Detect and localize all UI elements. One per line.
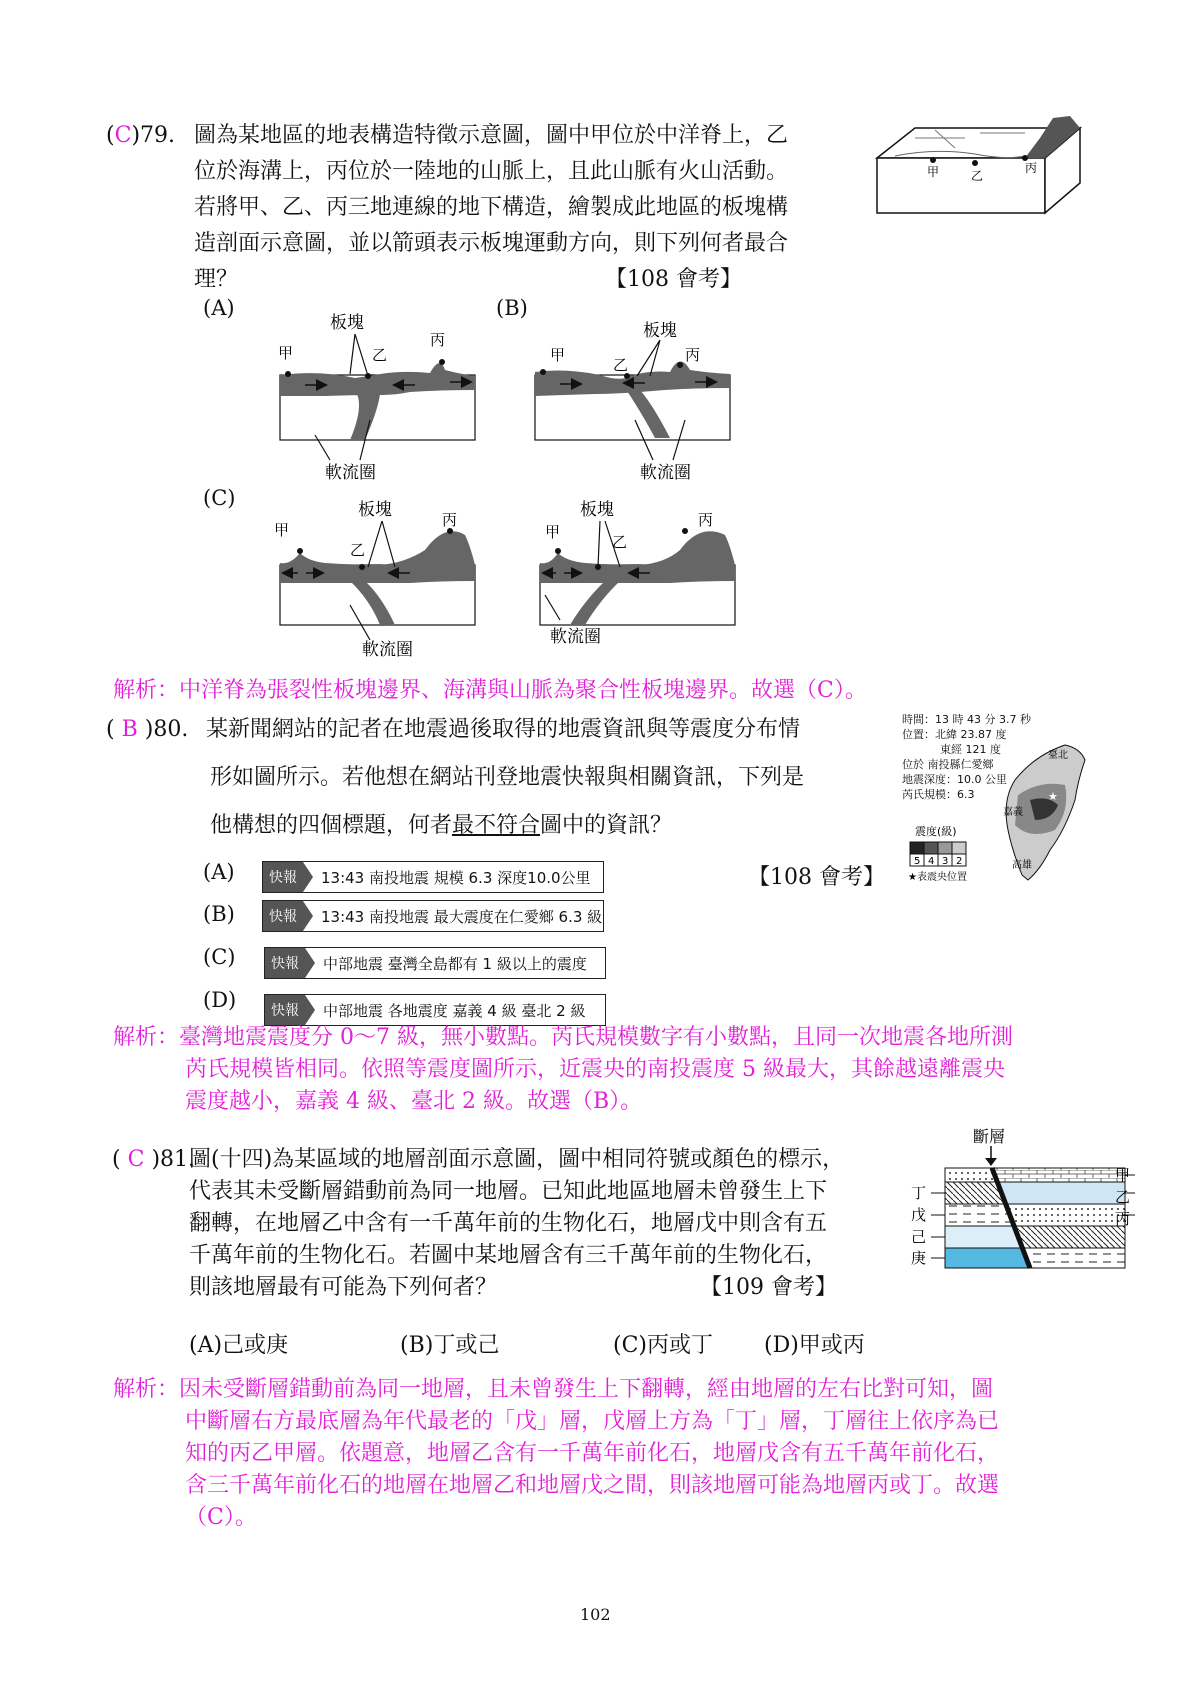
q79-d-jia: 甲 [545,523,561,541]
legend-level-5: 5 [914,856,921,867]
q81-line-5: 則該地層最有可能為下列何者？ [189,1275,498,1300]
q81-label-geng: 庚 [911,1249,927,1267]
legend-level-4: 4 [928,856,935,867]
q79-block-bing: 丙 [1025,161,1038,175]
q81-strata-diagram [905,1122,1135,1297]
epicenter-star-icon: ★ [1048,790,1058,803]
q80-answer: B [121,717,138,742]
q80-legend-note: ★表震央位置 [908,872,967,883]
q80-legend-title: 震度(級) [915,825,957,838]
q81-option-b: (B)丁或己 [400,1333,500,1358]
q79-b-asth-label: 軟流圈 [640,463,691,480]
q79-answer: C [114,123,132,148]
q81-analysis-line-5: （C）。 [185,1505,257,1530]
q79-a-bing: 丙 [430,331,446,349]
q80-line-2: 形如圖所示。若他想在網站刊登地震快報與相關資訊，下列是 [210,765,805,790]
q79-b-jia: 甲 [550,346,566,364]
q80-analysis-line-2: 芮氏規模皆相同。依照等震度圖所示，近震央的南投震度 5 級最大，其餘越遠離震央 [185,1057,1005,1082]
page-number: 102 [580,1605,611,1624]
q79-diagram-c [270,495,485,660]
q79-b-bing: 丙 [685,346,701,364]
q81-label-ding: 丁 [911,1184,927,1202]
legend-level-3: 3 [942,856,949,867]
q79-source: 【108 會考】 [605,267,742,292]
q80-option-a: (A) [203,860,235,884]
q79-d-asth-label: 軟流圈 [550,627,601,645]
q81-line-1: 圖(十四)為某區域的地層剖面示意圖，圖中相同符號或顏色的標示， [189,1147,845,1172]
q79-b-yi: 乙 [613,356,629,374]
q81-label-wu: 戊 [911,1206,927,1224]
news-tag: 快報 [263,862,303,892]
q79-a-jia: 甲 [278,344,294,362]
q79-line-4: 造剖面示意圖，並以箭頭表示板塊運動方向，則下列何者最合 [194,231,789,256]
q79-option-a: (A) [203,296,235,320]
news-tag: 快報 [263,901,303,931]
q79-option-b: (B) [496,296,528,320]
q79-line-2: 位於海溝上，丙位於一陸地的山脈上，且此山脈有火山活動。 [194,159,789,184]
q80-analysis-line-3: 震度越小，嘉義 4 級、臺北 2 級。故選（B）。 [185,1089,643,1114]
q81-analysis-line-2: 中斷層右方最底層為年代最老的「戊」層，戊層上方為「丁」層，丁層往上依序為已 [185,1409,1000,1434]
q81-label-jia: 甲 [1115,1166,1131,1184]
legend-level-2: 2 [956,856,963,867]
q79-a-plate-label: 板塊 [330,313,364,333]
q79-a-yi: 乙 [372,346,388,364]
q81-analysis-line-3: 知的丙乙甲層。依題意，地層乙含有一千萬年前化石，地層戊含有五千萬年前化石， [185,1441,1000,1466]
q79-option-c: (C) [203,486,236,510]
q80-analysis-line-1: 解析：臺灣地震震度分 0～7 級，無小數點。芮氏規模數字有小數點，且同一次地震各地所測 [113,1025,1013,1050]
q81-label-yi: 乙 [1115,1188,1131,1206]
q79-diagram-b [525,310,740,480]
q80-source: 【108 會考】 [748,865,885,890]
q79-a-asth-label: 軟流圈 [325,463,376,480]
q79-diagram-d [530,495,745,645]
q81-source: 【109 會考】 [700,1275,837,1300]
q79-c-bing: 丙 [442,511,458,529]
q81-line-4: 千萬年前的生物化石。若圖中某地層含有三千萬年前的生物化石， [189,1243,828,1268]
q79-c-asth-label: 軟流圈 [362,640,413,660]
q80-headline-d: 快報 中部地震 各地震度 嘉義 4 級 臺北 2 級 [264,994,606,1026]
q80-option-b: (B) [203,902,235,926]
news-tag: 快報 [265,948,305,978]
q79-c-jia: 甲 [274,521,290,539]
q80-intensity-map [900,740,1100,890]
q80-headline-b: 快報 13:43 南投地震 最大震度在仁愛鄉 6.3 級 [262,900,604,932]
q81-analysis-line-1: 解析：因未受斷層錯動前為同一地層，且未曾發生上下翻轉，經由地層的左右比對可知，圖 [113,1377,994,1402]
q81-label-bing: 丙 [1115,1210,1131,1228]
q81-fault-label: 斷層 [973,1127,1006,1146]
q79-d-plate-label: 板塊 [580,500,614,520]
q79-block-diagram [875,108,1085,218]
q79-line-5: 理？ [194,267,239,292]
q80-headline-c: 快報 中部地震 臺灣全島都有 1 級以上的震度 [264,947,606,979]
q80-line-3: 他構想的四個標題，何者最不符合圖中的資訊？ [210,813,673,838]
map-label-taipei: 臺北 [1048,750,1068,761]
q80-quake-info: 時間：13 時 43 分 3.7 秒 位置：北緯 23.87 度 東經 121 度 位於 南投縣仁愛鄉 地震深度：10.0 公里 芮氏規模：6.3 [902,713,1031,801]
q79-line-3: 若將甲、乙、丙三地連線的地下構造，繪製成此地區的板塊構 [194,195,789,220]
q81-option-a: (A)己或庚 [189,1333,289,1358]
q79-c-plate-label: 板塊 [358,500,392,520]
q79-b-plate-label: 板塊 [643,321,677,341]
q81-number: ( C )81. [112,1147,196,1172]
q80-option-d: (D) [203,988,237,1012]
q81-option-d: (D)甲或丙 [764,1333,865,1358]
q81-answer: C [127,1147,145,1172]
q80-number: ( B )80. [106,717,189,742]
q79-block-jia: 甲 [927,165,940,179]
q81-line-3: 翻轉，在地層乙中含有一千萬年前的生物化石，地層戊中則含有五 [189,1211,828,1236]
q80-headline-a: 快報 13:43 南投地震 規模 6.3 深度10.0公里 [262,861,604,893]
q79-number: (C)79. [106,123,176,148]
q81-analysis-line-4: 含三千萬年前化石的地層在地層乙和地層戊之間，則該地層可能為地層丙或丁。故選 [185,1473,1000,1498]
q81-option-c: (C)丙或丁 [613,1333,713,1358]
q79-analysis: 解析：中洋脊為張裂性板塊邊界、海溝與山脈為聚合性板塊邊界。故選（C）。 [113,678,867,703]
q79-c-yi: 乙 [350,541,366,559]
q81-label-ji: 己 [911,1228,927,1246]
q79-d-yi: 乙 [612,533,628,551]
q81-line-2: 代表其未受斷層錯動前為同一地層。已知此地區地層未曾發生上下 [189,1179,828,1204]
news-tag: 快報 [265,995,305,1025]
map-label-kaohsiung: 高雄 [1012,860,1032,871]
q79-line-1: 圖為某地區的地表構造特徵示意圖，圖中甲位於中洋脊上，乙 [194,123,789,148]
map-label-chiayi: 嘉義 [1003,807,1023,818]
q79-block-yi: 乙 [971,169,984,183]
q79-d-bing: 丙 [698,511,714,529]
q79-diagram-a [270,310,485,480]
q80-option-c: (C) [203,945,236,969]
q80-line-1: 某新聞網站的記者在地震過後取得的地震資訊與等震度分布情 [206,717,801,742]
